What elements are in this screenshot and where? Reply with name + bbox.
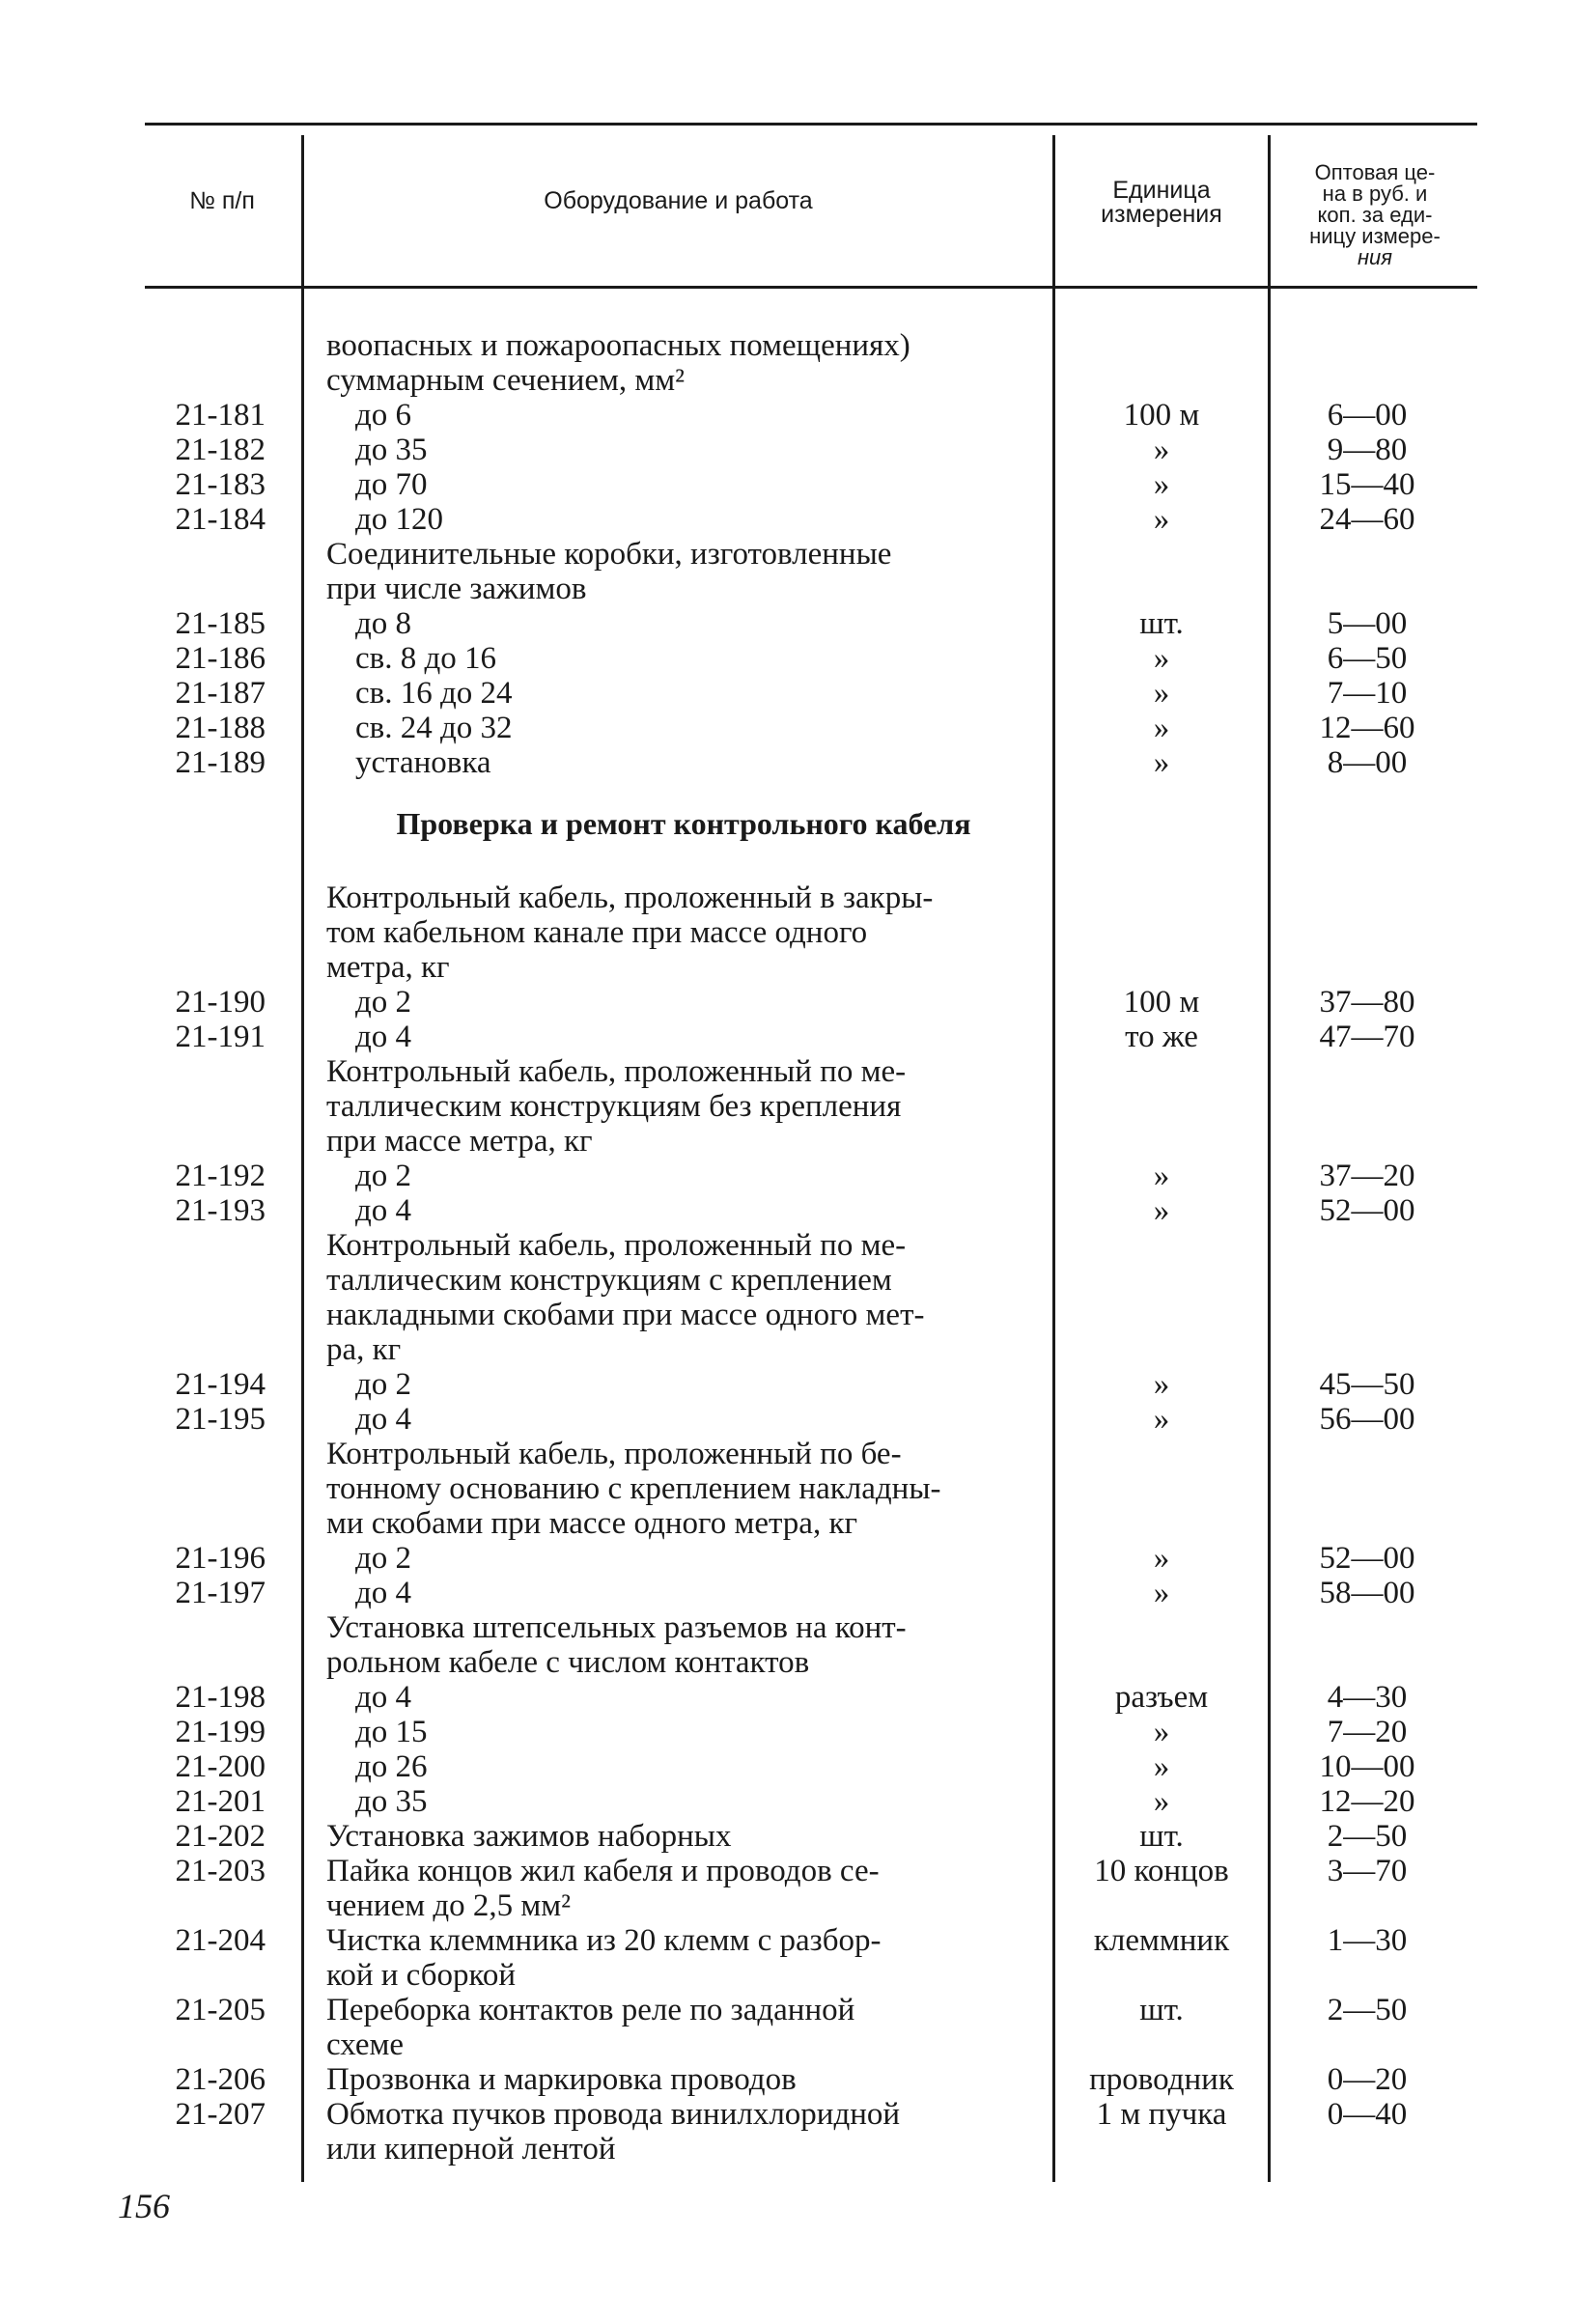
row-price: 52—00 bbox=[1319, 1541, 1415, 1576]
table-row bbox=[0, 985, 1596, 1020]
row-description: св. 8 до 16 bbox=[355, 641, 497, 676]
table-row bbox=[0, 950, 1596, 985]
row-price: 45—50 bbox=[1319, 1367, 1415, 1402]
row-price: 1—30 bbox=[1327, 1923, 1408, 1958]
row-price: 9—80 bbox=[1327, 433, 1408, 467]
table-row bbox=[0, 1923, 1596, 1958]
row-price: 47—70 bbox=[1319, 1020, 1415, 1054]
row-number: 21-201 bbox=[175, 1784, 266, 1819]
row-price: 2—50 bbox=[1327, 1993, 1408, 2027]
header-unit bbox=[1057, 179, 1266, 227]
row-description: до 2 bbox=[355, 1159, 412, 1193]
row-description: кой и сборкой bbox=[326, 1958, 517, 1993]
table-row bbox=[0, 1715, 1596, 1749]
table-row bbox=[0, 1784, 1596, 1819]
row-price: 15—40 bbox=[1319, 467, 1415, 502]
row-description: до 2 bbox=[355, 985, 412, 1020]
row-unit: » bbox=[1153, 1402, 1170, 1437]
row-number: 21-190 bbox=[175, 985, 266, 1020]
row-unit: шт. bbox=[1139, 1993, 1184, 2027]
table-row bbox=[0, 1054, 1596, 1089]
table-row bbox=[0, 1193, 1596, 1228]
row-number: 21-187 bbox=[175, 676, 266, 711]
row-number: 21-193 bbox=[175, 1193, 266, 1228]
row-price: 0—20 bbox=[1327, 2062, 1408, 2097]
row-price: 7—20 bbox=[1327, 1715, 1408, 1749]
header-num: № п/п bbox=[189, 187, 255, 214]
table-row bbox=[0, 1332, 1596, 1367]
row-unit: шт. bbox=[1139, 606, 1184, 641]
row-price: 4—30 bbox=[1327, 1680, 1408, 1715]
table-row bbox=[0, 745, 1596, 780]
table-row bbox=[0, 2027, 1596, 2062]
table-top-rule bbox=[145, 123, 1477, 126]
row-description: ми скобами при массе одного метра, кг bbox=[326, 1506, 858, 1541]
row-description: до 4 bbox=[355, 1680, 412, 1715]
table-row bbox=[0, 467, 1596, 502]
row-description: св. 16 до 24 bbox=[355, 676, 513, 711]
row-price: 6—50 bbox=[1327, 641, 1408, 676]
row-description: метра, кг bbox=[326, 950, 450, 985]
row-unit: » bbox=[1153, 676, 1170, 711]
row-description: до 4 bbox=[355, 1020, 412, 1054]
row-price: 52—00 bbox=[1319, 1193, 1415, 1228]
row-description: накладными скобами при массе одного мет- bbox=[326, 1298, 925, 1332]
table-row bbox=[0, 2062, 1596, 2097]
row-number: 21-199 bbox=[175, 1715, 266, 1749]
row-unit: » bbox=[1153, 433, 1170, 467]
header-equipment: Оборудование и работа bbox=[544, 187, 813, 214]
table-row bbox=[0, 1367, 1596, 1402]
page-number: 156 bbox=[118, 2187, 170, 2225]
row-description: установка bbox=[355, 745, 491, 780]
row-unit: » bbox=[1153, 1784, 1170, 1819]
row-number: 21-207 bbox=[175, 2097, 266, 2132]
row-description: св. 24 до 32 bbox=[355, 711, 513, 745]
row-number: 21-191 bbox=[175, 1020, 266, 1054]
table-row bbox=[0, 1263, 1596, 1298]
row-description: Установка штепсельных разъемов на конт- bbox=[326, 1610, 907, 1645]
table-row bbox=[0, 2132, 1596, 2166]
table-row bbox=[0, 1159, 1596, 1193]
row-price: 8—00 bbox=[1327, 745, 1408, 780]
row-description: Пайка концов жил кабеля и проводов се- bbox=[326, 1854, 880, 1888]
row-unit: » bbox=[1153, 1576, 1170, 1610]
row-unit: » bbox=[1153, 745, 1170, 780]
row-unit: 1 м пучка bbox=[1096, 2097, 1227, 2132]
table-row bbox=[0, 1576, 1596, 1610]
row-description: до 6 bbox=[355, 398, 412, 433]
header-price-line-2: на в руб. и bbox=[1322, 182, 1428, 206]
table-row bbox=[0, 1298, 1596, 1332]
row-price: 0—40 bbox=[1327, 2097, 1408, 2132]
row-description: тонному основанию с креплением накладны- bbox=[326, 1471, 941, 1506]
table-row bbox=[0, 1749, 1596, 1784]
row-number: 21-182 bbox=[175, 433, 266, 467]
row-unit: то же bbox=[1125, 1020, 1198, 1054]
row-price: 10—00 bbox=[1319, 1749, 1415, 1784]
table-row bbox=[0, 711, 1596, 745]
row-number: 21-204 bbox=[175, 1923, 266, 1958]
header-unit-line-2: измерения bbox=[1101, 201, 1222, 228]
row-number: 21-181 bbox=[175, 398, 266, 433]
row-unit: » bbox=[1153, 711, 1170, 745]
row-number: 21-184 bbox=[175, 502, 266, 537]
table-row bbox=[0, 606, 1596, 641]
table-row bbox=[0, 363, 1596, 398]
row-description: до 8 bbox=[355, 606, 412, 641]
row-unit: 100 м bbox=[1123, 985, 1200, 1020]
row-number: 21-186 bbox=[175, 641, 266, 676]
row-description: до 4 bbox=[355, 1576, 412, 1610]
header-price bbox=[1273, 162, 1477, 268]
table-row bbox=[0, 1819, 1596, 1854]
row-price: 24—60 bbox=[1319, 502, 1415, 537]
row-description: том кабельном канале при массе одного bbox=[326, 915, 868, 950]
row-price: 58—00 bbox=[1319, 1576, 1415, 1610]
row-number: 21-200 bbox=[175, 1749, 266, 1784]
table-row bbox=[0, 1888, 1596, 1923]
table-row bbox=[0, 1228, 1596, 1263]
row-price: 12—20 bbox=[1319, 1784, 1415, 1819]
row-description: ра, кг bbox=[326, 1332, 402, 1367]
row-number: 21-195 bbox=[175, 1402, 266, 1437]
header-bottom-rule bbox=[145, 286, 1477, 289]
header-price-line-5: ния bbox=[1357, 245, 1393, 269]
row-description: Контрольный кабель, проложенный в закры- bbox=[326, 880, 934, 915]
row-unit: 100 м bbox=[1123, 398, 1200, 433]
row-price: 37—80 bbox=[1319, 985, 1415, 1020]
row-description: до 4 bbox=[355, 1193, 412, 1228]
row-description: до 120 bbox=[355, 502, 444, 537]
row-description: Контрольный кабель, проложенный по ме- bbox=[326, 1228, 907, 1263]
row-unit: » bbox=[1153, 502, 1170, 537]
row-description: Обмотка пучков провода винилхлоридной bbox=[326, 2097, 901, 2132]
section-title: Проверка и ремонт контрольного кабеля bbox=[396, 806, 971, 841]
table-row bbox=[0, 880, 1596, 915]
table-row bbox=[0, 1645, 1596, 1680]
row-unit: разъем bbox=[1114, 1680, 1209, 1715]
table-row bbox=[0, 1471, 1596, 1506]
row-price: 12—60 bbox=[1319, 711, 1415, 745]
row-unit: » bbox=[1153, 1541, 1170, 1576]
table-row bbox=[0, 2097, 1596, 2132]
table-row bbox=[0, 1020, 1596, 1054]
table-row bbox=[0, 572, 1596, 606]
row-number: 21-206 bbox=[175, 2062, 266, 2097]
table-row bbox=[0, 1993, 1596, 2027]
row-description: суммарным сечением, мм² bbox=[326, 363, 686, 398]
row-number: 21-202 bbox=[175, 1819, 266, 1854]
row-number: 21-203 bbox=[175, 1854, 266, 1888]
row-unit: » bbox=[1153, 1749, 1170, 1784]
row-unit: проводник bbox=[1089, 2062, 1234, 2097]
row-description: или киперной лентой bbox=[326, 2132, 616, 2166]
row-unit: » bbox=[1153, 1715, 1170, 1749]
table-row bbox=[0, 328, 1596, 363]
table-row bbox=[0, 915, 1596, 950]
row-unit: » bbox=[1153, 1367, 1170, 1402]
table-row bbox=[0, 398, 1596, 433]
row-description: Установка зажимов наборных bbox=[326, 1819, 732, 1854]
row-description: до 35 bbox=[355, 1784, 428, 1819]
row-description: таллическим конструкциям с креплением bbox=[326, 1263, 892, 1298]
table-row bbox=[0, 1958, 1596, 1993]
row-number: 21-192 bbox=[175, 1159, 266, 1193]
row-number: 21-197 bbox=[175, 1576, 266, 1610]
row-description: до 26 bbox=[355, 1749, 428, 1784]
row-description: воопасных и пожароопасных помещениях) bbox=[326, 328, 910, 363]
row-number: 21-205 bbox=[175, 1993, 266, 2027]
row-unit: » bbox=[1153, 467, 1170, 502]
row-description: Контрольный кабель, проложенный по бе- bbox=[326, 1437, 902, 1471]
row-unit: клеммник bbox=[1093, 1923, 1230, 1958]
row-description: до 2 bbox=[355, 1367, 412, 1402]
header-unit-line-1: Единица bbox=[1112, 177, 1211, 204]
table-row bbox=[0, 1089, 1596, 1124]
row-description: рольном кабеле с числом контактов bbox=[326, 1645, 810, 1680]
row-price: 2—50 bbox=[1327, 1819, 1408, 1854]
row-description: при массе метра, кг bbox=[326, 1124, 593, 1159]
row-description: Прозвонка и маркировка проводов bbox=[326, 2062, 797, 2097]
row-unit: 10 концов bbox=[1094, 1854, 1229, 1888]
row-price: 7—10 bbox=[1327, 676, 1408, 711]
row-number: 21-198 bbox=[175, 1680, 266, 1715]
row-description: до 2 bbox=[355, 1541, 412, 1576]
table-row bbox=[0, 502, 1596, 537]
row-description: таллическим конструкциям без крепления bbox=[326, 1089, 902, 1124]
table-row bbox=[0, 1437, 1596, 1471]
row-number: 21-196 bbox=[175, 1541, 266, 1576]
row-description: до 70 bbox=[355, 467, 428, 502]
table-row bbox=[0, 1124, 1596, 1159]
row-description: Контрольный кабель, проложенный по ме- bbox=[326, 1054, 907, 1089]
table-row bbox=[0, 1402, 1596, 1437]
row-number: 21-194 bbox=[175, 1367, 266, 1402]
table-row bbox=[0, 1610, 1596, 1645]
table-row bbox=[0, 1541, 1596, 1576]
row-number: 21-189 bbox=[175, 745, 266, 780]
row-unit: » bbox=[1153, 1159, 1170, 1193]
row-price: 3—70 bbox=[1327, 1854, 1408, 1888]
row-description: Соединительные коробки, изготовленные bbox=[326, 537, 892, 572]
row-description: чением до 2,5 мм² bbox=[326, 1888, 572, 1923]
row-price: 56—00 bbox=[1319, 1402, 1415, 1437]
header-price-line-4: ницу измере- bbox=[1309, 224, 1441, 248]
header-price-line-3: коп. за еди- bbox=[1317, 203, 1433, 227]
row-description: до 35 bbox=[355, 433, 428, 467]
row-description: Чистка клеммника из 20 клемм с разбор- bbox=[326, 1923, 882, 1958]
table-row bbox=[0, 641, 1596, 676]
table-row bbox=[0, 537, 1596, 572]
row-unit: » bbox=[1153, 1193, 1170, 1228]
row-description: при числе зажимов bbox=[326, 572, 587, 606]
row-unit: » bbox=[1153, 641, 1170, 676]
row-price: 37—20 bbox=[1319, 1159, 1415, 1193]
row-number: 21-185 bbox=[175, 606, 266, 641]
table-row bbox=[0, 1680, 1596, 1715]
row-description: до 4 bbox=[355, 1402, 412, 1437]
table-row bbox=[0, 1506, 1596, 1541]
row-number: 21-183 bbox=[175, 467, 266, 502]
row-description: Переборка контактов реле по заданной bbox=[326, 1993, 855, 2027]
row-description: схеме bbox=[326, 2027, 405, 2062]
row-description: до 15 bbox=[355, 1715, 428, 1749]
row-price: 6—00 bbox=[1327, 398, 1408, 433]
header-price-line-1: Оптовая це- bbox=[1314, 160, 1436, 184]
row-price: 5—00 bbox=[1327, 606, 1408, 641]
table-row bbox=[0, 1854, 1596, 1888]
table-row bbox=[0, 676, 1596, 711]
row-unit: шт. bbox=[1139, 1819, 1184, 1854]
table-row bbox=[0, 433, 1596, 467]
row-number: 21-188 bbox=[175, 711, 266, 745]
